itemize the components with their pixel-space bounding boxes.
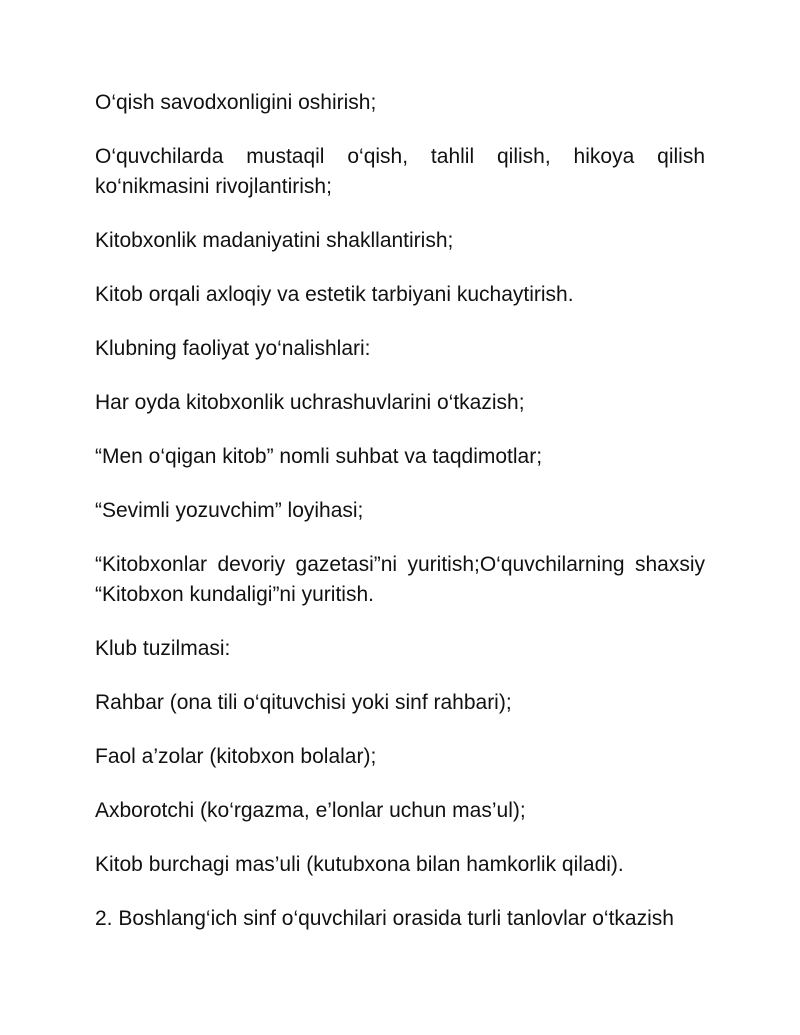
heading-club-structure: Klub tuzilmasi:: [95, 637, 231, 660]
paragraph-role-informant: Axborotchi (ko‘rgazma, e’lonlar uchun mas’ul);: [95, 799, 526, 822]
paragraph-activity-monthly-meetings: Har oyda kitobxonlik uchrashuvlarini o‘tkazish;: [95, 391, 525, 414]
paragraph-role-active-members: Faol a’zolar (kitobxon bolalar);: [95, 745, 377, 768]
paragraph-activity-book-talks: “Men o‘qigan kitob” nomli suhbat va taqdimotlar;: [95, 445, 543, 468]
paragraph-goal-independent-reading: O‘quvchilarda mustaqil o‘qish, tahlil qilish, hikoya qilish ko‘nikmasini rivojlantirish;: [95, 145, 705, 198]
document-body: [95, 88, 705, 958]
paragraph-goal-reading-literacy: O‘qish savodxonligini oshirish;: [95, 91, 377, 114]
heading-club-activities: Klubning faoliyat yo‘nalishlari:: [95, 337, 371, 360]
paragraph-section-2-heading: 2. Boshlang‘ich sinf o‘quvchilari orasida turli tanlovlar o‘tkazish: [95, 907, 674, 930]
paragraph-goal-reading-culture: Kitobxonlik madaniyatini shakllantirish;: [95, 229, 454, 252]
paragraph-role-book-corner: Kitob burchagi mas’uli (kutubxona bilan hamkorlik qiladi).: [95, 853, 624, 876]
paragraph-activity-favorite-writer: “Sevimli yozuvchim” loyihasi;: [95, 499, 364, 522]
paragraph-role-leader: Rahbar (ona tili o‘qituvchisi yoki sinf rahbari);: [95, 691, 512, 714]
paragraph-goal-moral-education: Kitob orqali axloqiy va estetik tarbiyani kuchaytirish.: [95, 283, 574, 306]
paragraph-activity-wall-newspaper: “Kitobxonlar devoriy gazetasi”ni yuritish;O‘quvchilarning shaxsiy “Kitobxon kundaligi”ni yuritish.: [95, 553, 705, 606]
